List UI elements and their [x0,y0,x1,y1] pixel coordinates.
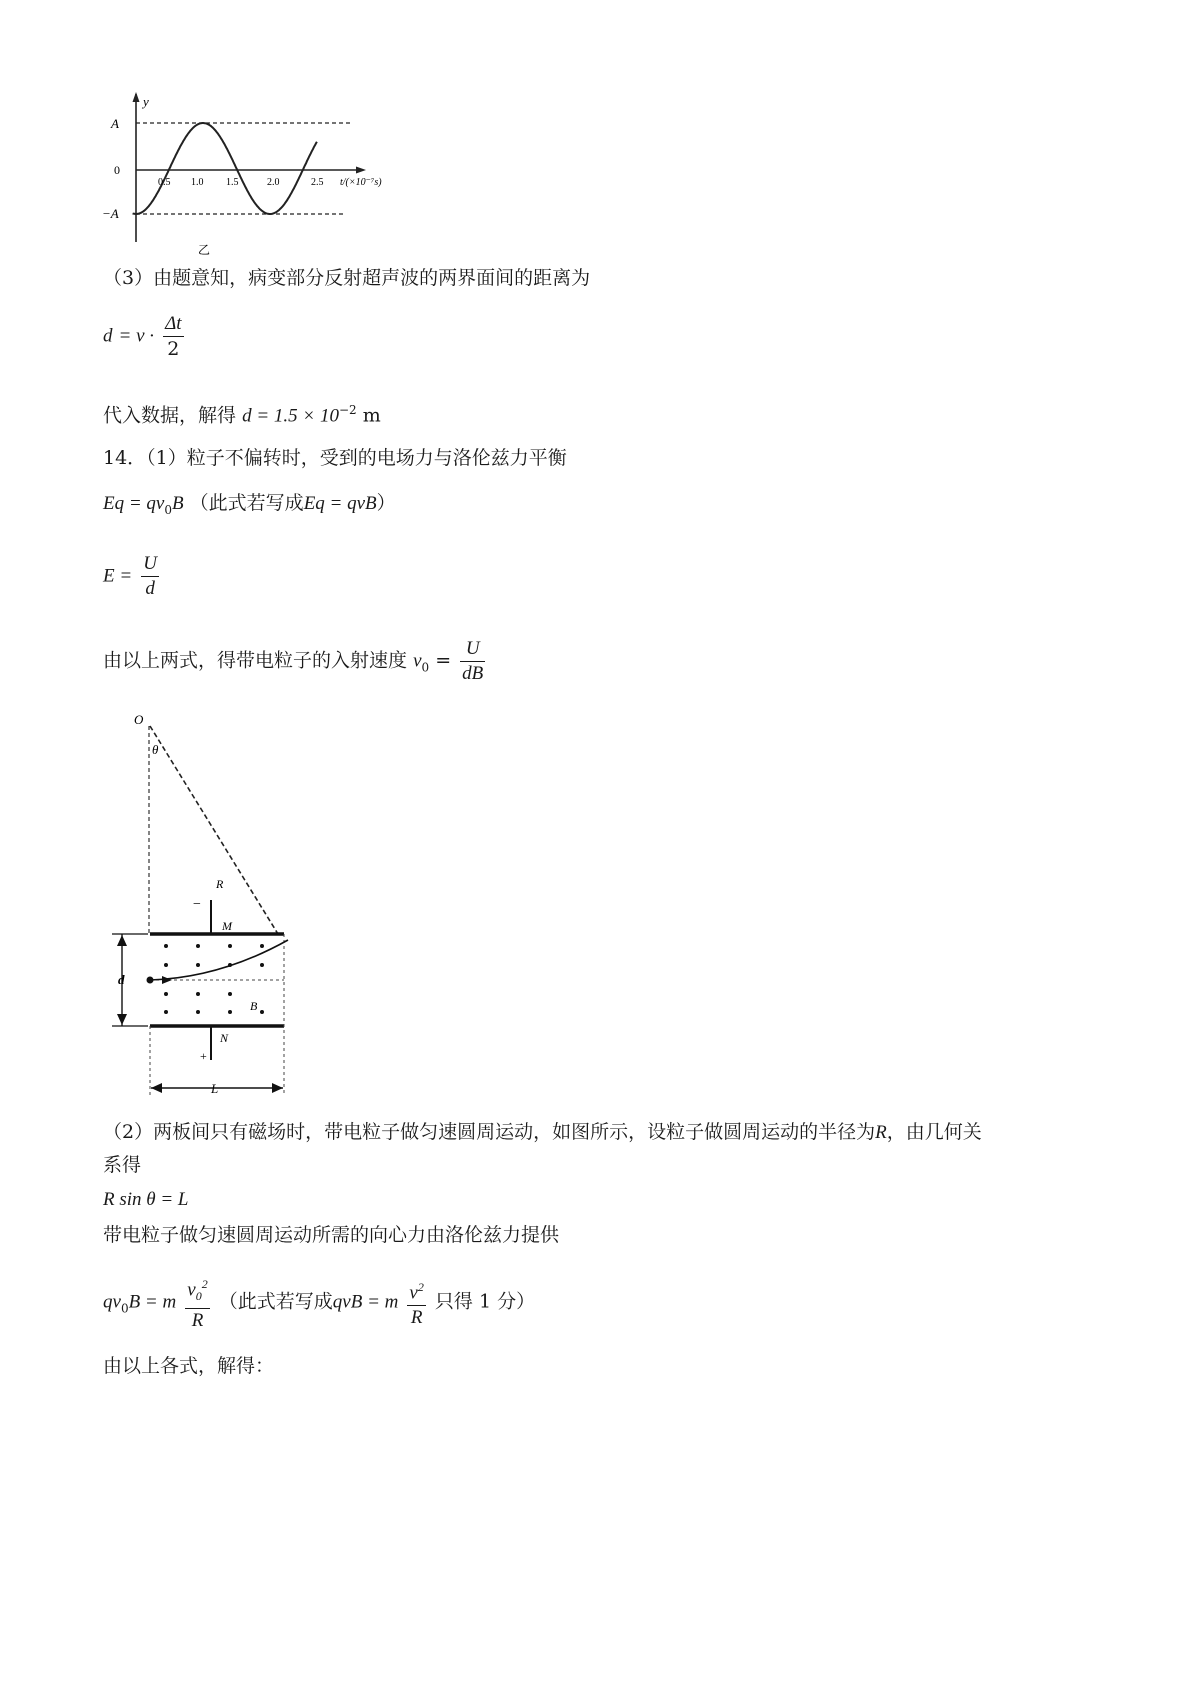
velocity-arrow [162,976,172,984]
part2-line1 [103,1120,982,1145]
frac-den: R [191,1310,204,1332]
field-equation [103,552,162,601]
eq-a: qv [103,1291,121,1313]
frac-num [407,1275,425,1306]
lorentz-equation [103,1272,535,1333]
label-b: B [250,999,258,1013]
solve-statement: 由以上各式，解得： [103,1355,275,1377]
part2-line2: 系得 [103,1154,142,1176]
radius-dashed-line [150,726,278,934]
frac-den: d [145,578,155,599]
part2-line1-text: （2）两板间只有磁场时，带电粒子做匀速圆周运动，如图所示，设粒子做圆周运动的半径为 [103,1121,876,1143]
eq1-b: B [172,493,184,514]
note-open: （此式若写成 [218,1290,333,1313]
force-balance-equation [103,491,396,522]
eq-b: B = m [128,1291,177,1313]
amp-bottom-label: −A [102,206,119,221]
frac-num [185,1272,209,1309]
frac-num: U [141,552,159,577]
eq-lhs: d [103,325,113,347]
q14-intro: 14．（1）粒子不偏转时，受到的电场力与洛伦兹力平衡 [103,447,567,469]
v0-squared-fraction [185,1272,209,1333]
eq1-note-open: （此式若写成 [189,492,304,514]
label-n: N [220,1031,229,1045]
sub-prefix: 代入数据，解得 [103,404,237,427]
part2-line1-r: R [875,1122,887,1143]
sine-curve [133,123,317,214]
label-minus: − [193,897,201,912]
label-d: d [118,972,125,987]
tick-label: 0.5 [158,177,171,188]
eq-a-sub: 0 [120,1301,129,1316]
l-arrow-left [151,1083,162,1093]
part2-line1-end: ，由几何关 [886,1121,982,1143]
amp-top-label: A [111,116,119,131]
particle-deflection-diagram [100,712,310,1104]
substitution-line [103,398,381,428]
v0-line [103,637,488,686]
sub-unit: m [362,404,381,427]
frac-den: 2 [167,338,180,360]
label-l: L [211,1081,219,1096]
magnetic-field-dots [164,944,264,1014]
eq2-lhs: E = [103,565,133,587]
eq-mid: = v · [118,325,155,347]
eq1-sub: 0 [164,502,173,517]
delta-t-fraction [163,312,183,361]
label-theta: θ [152,742,159,757]
y-axis-arrow [133,92,140,102]
eq1-note-formula: Eq = qvB [303,493,377,514]
tick-label: 2.5 [311,177,324,188]
frac-num: Δt [163,312,183,337]
frac-num: U [460,637,485,662]
num-sup: 2 [417,1279,424,1294]
num-v: v [187,1279,196,1301]
sub-exp: −2 [338,403,357,417]
t-axis-label: t/(×10⁻⁷s) [340,177,382,188]
y-axis-label: y [143,94,149,109]
eq1-a: Eq = qv [103,493,165,514]
d-arrow-top [117,935,127,946]
label-r: R [216,877,224,891]
num-sup: 2 [201,1277,208,1291]
geometry-equation: R sin θ = L [103,1189,189,1210]
note-eq: qvB = m [332,1291,399,1313]
particle-trajectory [150,940,288,980]
t-axis-arrow [356,167,366,174]
note-close: 只得 1 分） [434,1290,536,1313]
v0-lhs: v [413,650,422,672]
tick-label: 1.5 [226,177,239,188]
num-v: v [409,1282,418,1304]
tick-label: 1.0 [191,177,204,188]
label-o: O [134,712,144,727]
label-m: M [222,919,232,933]
v0-sub: 0 [421,660,430,675]
distance-equation [103,312,187,361]
tick-label: 2.0 [267,177,280,188]
p3-statement: （3）由题意知，病变部分反射超声波的两界面间的距离为 [103,267,591,289]
num-sub: 0 [195,1289,202,1304]
u-over-d-fraction [141,552,159,601]
v0-prefix: 由以上两式，得带电粒子的入射速度 [103,649,408,672]
frac-den: R [410,1307,423,1329]
u-over-db-fraction [460,637,485,686]
v0-eq: = [435,649,452,672]
label-plus: + [200,1049,207,1063]
frac-den: dB [462,663,484,684]
v-squared-fraction [407,1275,425,1330]
graph-caption: 乙 [198,243,211,257]
sine-wave-graph [100,90,420,275]
eq1-note-close: ） [376,492,396,514]
l-arrow-right [272,1083,283,1093]
centripetal-statement: 带电粒子做匀速圆周运动所需的向心力由洛伦兹力提供 [103,1224,560,1246]
origin-label: 0 [114,163,120,177]
d-arrow-bottom [117,1014,127,1025]
sub-result: d = 1.5 × 10 [242,405,339,427]
